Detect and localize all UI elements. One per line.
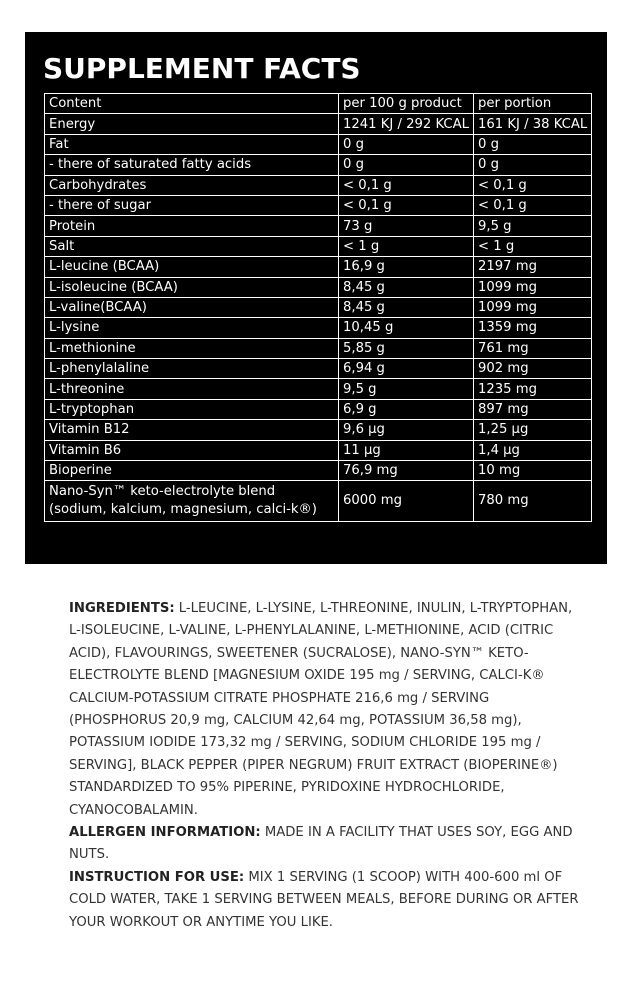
nutrient-name: Nano-Syn™ keto-electrolyte blend (sodium, kalcium, magnesium, calci-k®) [45, 481, 339, 522]
per-100g-value: < 1 g [339, 236, 474, 256]
per-100g-value: < 0,1 g [339, 175, 474, 195]
table-row [45, 277, 592, 297]
per-portion-value: < 1 g [474, 236, 592, 256]
nutrient-name: - there of saturated fatty acids [45, 155, 339, 175]
per-portion-value: 1,4 µg [474, 440, 592, 460]
per-portion-value: 9,5 g [474, 216, 592, 236]
per-100g-value: 1241 KJ / 292 KCAL [339, 114, 474, 134]
per-portion-value: 10 mg [474, 461, 592, 481]
per-100g-value: 0 g [339, 155, 474, 175]
header-per-portion: per portion [474, 94, 592, 114]
nutrient-name: Protein [45, 216, 339, 236]
per-portion-value: 897 mg [474, 399, 592, 419]
table-row [45, 257, 592, 277]
facts-title: SUPPLEMENT FACTS [43, 52, 361, 85]
per-100g-value: 73 g [339, 216, 474, 236]
nutrient-name: Fat [45, 134, 339, 154]
ingredients-label: INGREDIENTS: [69, 601, 175, 616]
per-portion-value: < 0,1 g [474, 175, 592, 195]
instruction-label: INSTRUCTION FOR USE: [69, 869, 245, 885]
per-100g-value: 6,94 g [339, 359, 474, 379]
per-100g-value: 6000 mg [339, 481, 474, 522]
allergen-text: MADE IN A FACILITY THAT USES SOY, EGG AND NUTS. [69, 825, 573, 863]
per-100g-value: 8,45 g [339, 297, 474, 317]
allergen-paragraph [69, 822, 579, 867]
table-header-row [45, 94, 592, 114]
per-portion-value: < 0,1 g [474, 195, 592, 215]
table-row [45, 379, 592, 399]
per-portion-value: 780 mg [474, 481, 592, 522]
table-row [45, 461, 592, 481]
table-row [45, 359, 592, 379]
table-row [45, 236, 592, 256]
per-100g-value: 16,9 g [339, 257, 474, 277]
table-row [45, 175, 592, 195]
nutrient-name: Carbohydrates [45, 175, 339, 195]
table-row [45, 440, 592, 460]
per-portion-value: 2197 mg [474, 257, 592, 277]
ingredients-paragraph [69, 598, 579, 822]
table-row [45, 297, 592, 317]
table-row [45, 420, 592, 440]
per-100g-value: 10,45 g [339, 318, 474, 338]
per-100g-value: 8,45 g [339, 277, 474, 297]
header-per-100g: per 100 g product [339, 94, 474, 114]
supplement-facts-table [44, 93, 592, 522]
nutrient-name: L-methionine [45, 338, 339, 358]
per-100g-value: 9,5 g [339, 379, 474, 399]
per-portion-value: 1099 mg [474, 297, 592, 317]
table-row [45, 318, 592, 338]
table-row [45, 481, 592, 522]
instruction-paragraph [69, 867, 579, 934]
per-portion-value: 0 g [474, 134, 592, 154]
per-portion-value: 1235 mg [474, 379, 592, 399]
ingredients-text: L-LEUCINE, L-LYSINE, L-THREONINE, INULIN, L-TRYPTOPHAN, L-ISOLEUCINE, L-VALINE, L-PHENYLALANINE, L-METHIONINE, ACID (CITRIC ACID), FLAVOURINGS, SWEETENER (SUCRALOSE), NANO-SYN™ KETO-ELECTROLYTE BLEND [MAGNESIUM OXIDE 195 mg / SERVING, CALCI-K® CALCIUM-POTASSIUM CITRATE PHOSPHATE 216,6 mg / SERVING (PHOSPHORUS 20,9 mg, CALCIUM 42,64 mg, POTASSIUM 36,58 mg), POTASSIUM IODIDE 173,32 mg / SERVING, SODIUM CHLORIDE 195 mg / SERVING], BLACK PEPPER (PIPER NEGRUM) FRUIT EXTRACT (BIOPERINE®) STANDARDIZED TO 95% PIPERINE, PYRIDOXINE HYDROCHLORIDE, CYANOCOBALAMIN. [69, 601, 573, 818]
table-row [45, 114, 592, 134]
nutrient-name: L-valine(BCAA) [45, 297, 339, 317]
nutrient-name: Energy [45, 114, 339, 134]
per-portion-value: 902 mg [474, 359, 592, 379]
nutrient-name: L-tryptophan [45, 399, 339, 419]
nutrient-name: L-phenylalaline [45, 359, 339, 379]
instruction-text: MIX 1 SERVING (1 SCOOP) WITH 400-600 ml OF COLD WATER, TAKE 1 SERVING BETWEEN MEALS, BEFORE DURING OR AFTER YOUR WORKOUT OR ANYTIME YOU LIKE. [69, 869, 579, 930]
nutrient-name: Bioperine [45, 461, 339, 481]
per-100g-value: 9,6 µg [339, 420, 474, 440]
table-row [45, 155, 592, 175]
nutrient-name: Salt [45, 236, 339, 256]
table-row [45, 195, 592, 215]
nutrient-name: Vitamin B6 [45, 440, 339, 460]
per-100g-value: 0 g [339, 134, 474, 154]
per-portion-value: 0 g [474, 155, 592, 175]
header-content: Content [45, 94, 339, 114]
product-info-text [69, 598, 579, 934]
per-100g-value: 76,9 mg [339, 461, 474, 481]
per-100g-value: 6,9 g [339, 399, 474, 419]
table-row [45, 134, 592, 154]
per-portion-value: 1099 mg [474, 277, 592, 297]
per-100g-value: 11 µg [339, 440, 474, 460]
nutrient-name: L-isoleucine (BCAA) [45, 277, 339, 297]
per-portion-value: 761 mg [474, 338, 592, 358]
nutrient-name: L-threonine [45, 379, 339, 399]
nutrient-name: L-lysine [45, 318, 339, 338]
supplement-facts-panel [25, 32, 607, 564]
allergen-label: ALLERGEN INFORMATION: [69, 825, 261, 841]
nutrient-name: L-leucine (BCAA) [45, 257, 339, 277]
table-row [45, 216, 592, 236]
per-portion-value: 1,25 µg [474, 420, 592, 440]
table-row [45, 399, 592, 419]
per-100g-value: < 0,1 g [339, 195, 474, 215]
table-row [45, 338, 592, 358]
nutrient-name: Vitamin B12 [45, 420, 339, 440]
per-portion-value: 161 KJ / 38 KCAL [474, 114, 592, 134]
per-100g-value: 5,85 g [339, 338, 474, 358]
nutrient-name: - there of sugar [45, 195, 339, 215]
per-portion-value: 1359 mg [474, 318, 592, 338]
